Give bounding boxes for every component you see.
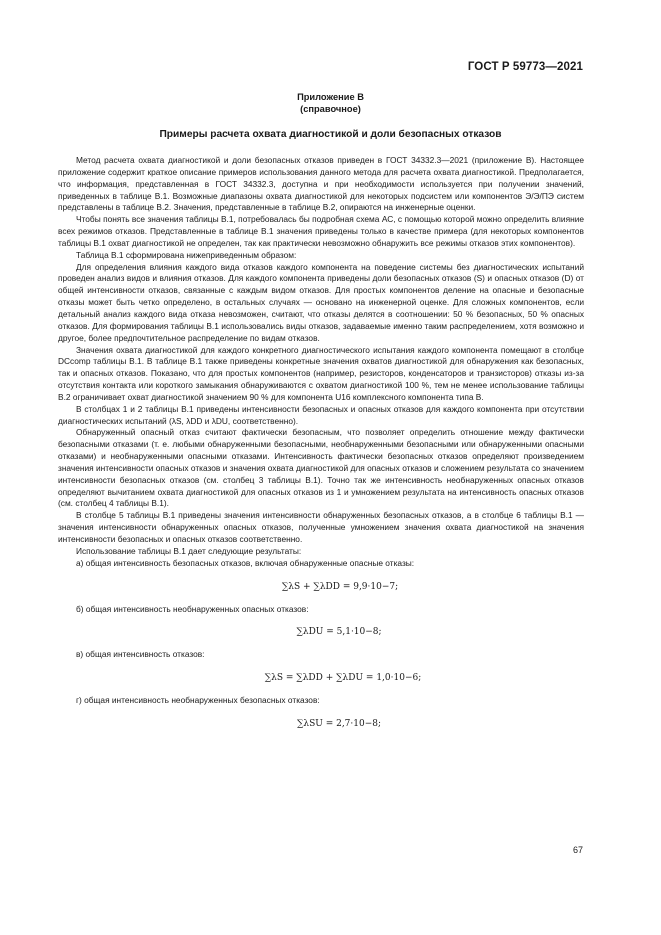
paragraph: В столбцах 1 и 2 таблицы В.1 приведены интенсивности безопасных и опасных отказов для каждого компонента при отсутствии диагностических испытаний (λS, λDD и λDU, соответственно). — [58, 403, 584, 426]
paragraph: Для определения влияния каждого вида отказов каждого компонента на поведение системы без диагностических испытаний проведен анализ видов и влияния отказов. Для каждого компонента приведены доли безопасных отказов (S) и опасных отказов (D) от общей интенсивности отказов, связанные с каждым видом отказов. Для простых компонентов деление на опасные и безопасные отказы может быть четко определено, в остальных случаях — основано на инженерной оценке. Для сложных компонентов, если детальный анализ каждого вида отказа невозможен, считают, что отказы делятся в соотношении: 50 % безопасных, 50 % опасных отказов. Для формирования таблицы В.1 использовались виды отказов, задаваемые именно таким распределением, хотя возможно и другое, более предпочтительное распределение по видам отказов. — [58, 261, 584, 343]
paragraph: Метод расчета охвата диагностикой и доли безопасных отказов приведен в ГОСТ 34332.3—2021 (приложение В). Настоящее приложение содержит краткое описание примеров использования данного метода для расчета охвата диагностикой. Предполагается, что информация, представленная в ГОСТ 34332.3, доступна и при необходимости используется при получении значений, приведенных в таблице В.1. Возможные диапазоны охвата диагностикой для некоторых подсистем или компонентов Э/Э/ПЭ систем представлены в таблице В.2. Значения, представленные в таблице В.2, опираются на инженерные оценки. — [58, 155, 584, 213]
body-text — [58, 155, 584, 741]
result-item-label: в) общая интенсивность отказов: — [76, 649, 205, 660]
standard-code: ГОСТ Р 59773—2021 — [467, 61, 583, 73]
appendix-heading — [0, 91, 661, 115]
paragraph: Обнаруженный опасный отказ считают фактически безопасным, что позволяет определить отношение между фактически безопасными отказами (т. е. любыми обнаруженными безопасными, необнаруженными безопасными или обнаруженными опасными отказами) и необнаруженными опасными отказами. Интенсивность фактически безопасных отказов определяют произведением значения интенсивности опасных отказов и значения охвата диагностикой для опасных отказов и сложением результата со значением интенсивности безопасных отказов (см. столбец 3 таблицы В.1). Точно так же интенсивность необнаруженных опасных отказов определяют вычитанием охвата диагностикой для опасных отказов из 1 и умножением результата на интенсивность опасных отказов (см. столбец 4 таблицы В.1). — [58, 427, 584, 509]
result-item-label: б) общая интенсивность необнаруженных опасных отказов: — [76, 603, 309, 614]
page-number: 67 — [572, 845, 583, 855]
section-title: Примеры расчета охвата диагностикой и доли безопасных отказов — [159, 129, 502, 140]
paragraph: Значения охвата диагностикой для каждого конкретного диагностического испытания каждого компонента помещают в столбце DCcomp таблицы В.1. В таблице В.1 также приведены конкретные значения охватов диагностикой для обнаружения как безопасных, так и опасных отказов. Показано, что для простых компонентов (например, резисторов, конденсаторов и транзисторов) отказы из-за отсутствия контакта или короткого замыкания обнаруживаются с охватом диагностикой 100 %, тем не менее использование таблицы В.2 ограничивает охват диагностикой значением 90 % для компонента U16 комплексного компонента типа В. — [58, 344, 584, 402]
formula: ∑λDU = 5,1·10−8; — [296, 627, 382, 638]
paragraph: В столбце 5 таблицы В.1 приведены значения интенсивности обнаруженных безопасных отказов, а в столбце 6 таблицы В.1 — значения интенсивности обнаруженных опасных отказов, полученные умножением значения охвата диагностикой на значения интенсивности безопасных и опасных отказов соответственно. — [58, 510, 584, 544]
formula: ∑λSU = 2,7·10−8; — [296, 719, 382, 730]
paragraph: Использование таблицы В.1 дает следующие результаты: — [76, 545, 302, 556]
formula: ∑λS + ∑λDD = 9,9·10−7; — [281, 581, 399, 592]
appendix-status: (справочное) — [300, 104, 361, 114]
paragraph: Чтобы понять все значения таблицы В.1, потребовалась бы подробная схема АС, с помощью которой можно определить влияние всех режимов отказов. Представленные в таблице В.1 значения приведены только в качестве примера (для некоторых компонентов таблицы В.1 охват диагностикой не определен, так как практически невозможно обнаружить все режимы отказов этих компонентов). — [58, 214, 584, 248]
result-item-label: г) общая интенсивность необнаруженных безопасных отказов: — [76, 695, 320, 706]
paragraph: Таблица В.1 сформирована нижеприведенным образом: — [76, 249, 297, 260]
formula: ∑λS = ∑λDD + ∑λDU = 1,0·10−6; — [264, 673, 422, 684]
result-item-label: а) общая интенсивность безопасных отказов, включая обнаруженные опасные отказы: — [76, 557, 415, 568]
appendix-label: Приложение В — [297, 92, 364, 102]
